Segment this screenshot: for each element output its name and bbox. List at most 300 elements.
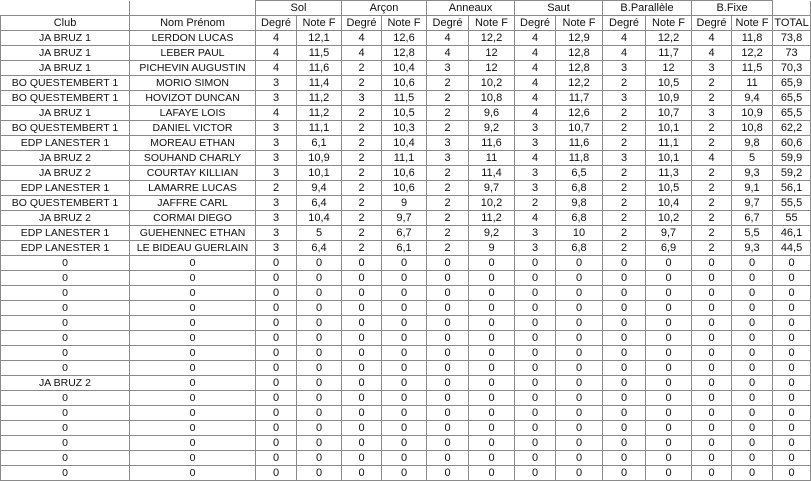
degree-cell-arcon: 0 (342, 406, 382, 421)
table-row (1, 301, 811, 316)
note-cell-barre-fixe: 0 (732, 331, 773, 346)
club-cell: JA BRUZ 1 (1, 46, 130, 61)
note-cell-barre-fixe: 0 (732, 316, 773, 331)
note-cell-sol: 10,1 (297, 166, 342, 181)
degree-cell-sol: 3 (256, 151, 297, 166)
name-cell: LAFAYE LOIS (130, 106, 256, 121)
note-cell-saut: 0 (556, 346, 603, 361)
degree-cell-barre-fixe: 0 (692, 361, 732, 376)
note-cell-barres-paralleles: 0 (646, 406, 692, 421)
degree-cell-saut: 0 (515, 256, 556, 271)
note-cell-anneaux: 10,2 (469, 196, 515, 211)
total-cell: 0 (773, 331, 811, 346)
degree-cell-barre-fixe: 4 (692, 151, 732, 166)
note-cell-arcon: 12,8 (382, 46, 427, 61)
table-row (1, 76, 811, 91)
degree-cell-saut: 4 (515, 211, 556, 226)
name-cell: 0 (130, 301, 256, 316)
degree-cell-arcon: 0 (342, 376, 382, 391)
degree-cell-barre-fixe: 0 (692, 316, 732, 331)
degree-cell-anneaux: 2 (427, 196, 469, 211)
note-cell-sol: 0 (297, 286, 342, 301)
note-cell-sol: 11,2 (297, 106, 342, 121)
degree-cell-arcon: 2 (342, 181, 382, 196)
note-cell-arcon: 10,4 (382, 61, 427, 76)
note-cell-anneaux: 11 (469, 151, 515, 166)
table-row (1, 46, 811, 61)
note-cell-anneaux: 0 (469, 301, 515, 316)
degree-cell-barres-paralleles: 0 (603, 451, 646, 466)
name-cell: 0 (130, 451, 256, 466)
degree-cell-sol: 0 (256, 286, 297, 301)
note-cell-barre-fixe: 0 (732, 361, 773, 376)
table-row (1, 121, 811, 136)
note-cell-barres-paralleles: 6,9 (646, 241, 692, 256)
degree-cell-barre-fixe: 2 (692, 226, 732, 241)
note-header: Note F (732, 16, 773, 31)
name-cell: DANIEL VICTOR (130, 121, 256, 136)
degree-cell-saut: 0 (515, 406, 556, 421)
total-cell: 0 (773, 346, 811, 361)
degree-cell-barres-paralleles: 0 (603, 346, 646, 361)
degree-cell-barre-fixe: 0 (692, 436, 732, 451)
total-cell: 70,3 (773, 61, 811, 76)
table-row (1, 151, 811, 166)
note-cell-barres-paralleles: 10,5 (646, 76, 692, 91)
degree-cell-sol: 3 (256, 241, 297, 256)
table-row (1, 136, 811, 151)
note-cell-sol: 6,4 (297, 241, 342, 256)
note-cell-barre-fixe: 0 (732, 301, 773, 316)
note-cell-barre-fixe: 10,9 (732, 106, 773, 121)
degree-cell-anneaux: 4 (427, 31, 469, 46)
degree-cell-arcon: 0 (342, 361, 382, 376)
note-cell-barres-paralleles: 12 (646, 61, 692, 76)
degree-cell-barre-fixe: 4 (692, 46, 732, 61)
table-row (1, 436, 811, 451)
degree-cell-barres-paralleles: 2 (603, 76, 646, 91)
note-cell-barre-fixe: 9,8 (732, 136, 773, 151)
degree-cell-saut: 0 (515, 271, 556, 286)
name-cell: CORMAI DIEGO (130, 211, 256, 226)
note-cell-anneaux: 0 (469, 436, 515, 451)
degree-cell-barre-fixe: 2 (692, 136, 732, 151)
degree-cell-barre-fixe: 0 (692, 346, 732, 361)
total-cell: 0 (773, 361, 811, 376)
degree-cell-arcon: 0 (342, 391, 382, 406)
club-cell: 0 (1, 331, 130, 346)
degree-cell-sol: 3 (256, 226, 297, 241)
club-cell: JA BRUZ 2 (1, 151, 130, 166)
total-cell: 65,5 (773, 91, 811, 106)
name-cell: 0 (130, 391, 256, 406)
note-cell-arcon: 12,6 (382, 31, 427, 46)
total-cell: 59,9 (773, 151, 811, 166)
note-cell-saut: 0 (556, 271, 603, 286)
degree-cell-anneaux: 3 (427, 61, 469, 76)
note-cell-anneaux: 10,8 (469, 91, 515, 106)
name-cell: 0 (130, 421, 256, 436)
name-cell: 0 (130, 271, 256, 286)
degree-cell-barre-fixe: 0 (692, 286, 732, 301)
note-cell-barres-paralleles: 11,1 (646, 136, 692, 151)
note-cell-barres-paralleles: 12,2 (646, 31, 692, 46)
degree-header: Degré (256, 16, 297, 31)
degree-cell-arcon: 0 (342, 271, 382, 286)
note-cell-anneaux: 0 (469, 361, 515, 376)
note-cell-anneaux: 0 (469, 331, 515, 346)
total-cell: 44,5 (773, 241, 811, 256)
degree-cell-arcon: 2 (342, 211, 382, 226)
total-cell: 56,1 (773, 181, 811, 196)
degree-cell-sol: 2 (256, 181, 297, 196)
name-cell: 0 (130, 316, 256, 331)
note-cell-arcon: 10,3 (382, 121, 427, 136)
note-cell-anneaux: 0 (469, 286, 515, 301)
note-cell-arcon: 6,7 (382, 226, 427, 241)
degree-cell-barre-fixe: 0 (692, 376, 732, 391)
degree-cell-arcon: 2 (342, 76, 382, 91)
degree-cell-arcon: 2 (342, 61, 382, 76)
degree-cell-anneaux: 0 (427, 301, 469, 316)
name-cell: 0 (130, 376, 256, 391)
note-header: Note F (382, 16, 427, 31)
club-cell: 0 (1, 271, 130, 286)
table-row (1, 451, 811, 466)
degree-cell-anneaux: 0 (427, 376, 469, 391)
note-cell-barres-paralleles: 0 (646, 331, 692, 346)
note-cell-barres-paralleles: 0 (646, 346, 692, 361)
degree-cell-barre-fixe: 3 (692, 61, 732, 76)
note-cell-sol: 9,4 (297, 181, 342, 196)
degree-cell-saut: 4 (515, 31, 556, 46)
note-cell-arcon: 10,5 (382, 106, 427, 121)
club-cell: EDP LANESTER 1 (1, 226, 130, 241)
table-row (1, 331, 811, 346)
total-cell: 55,5 (773, 196, 811, 211)
degree-cell-barres-paralleles: 2 (603, 241, 646, 256)
note-cell-barre-fixe: 12,2 (732, 46, 773, 61)
note-cell-anneaux: 12 (469, 61, 515, 76)
degree-cell-barre-fixe: 0 (692, 331, 732, 346)
total-header: TOTAL (774, 16, 809, 29)
note-cell-barres-paralleles: 0 (646, 391, 692, 406)
note-cell-barre-fixe: 6,7 (732, 211, 773, 226)
degree-cell-arcon: 2 (342, 241, 382, 256)
note-cell-arcon: 0 (382, 451, 427, 466)
note-cell-anneaux: 12,2 (469, 31, 515, 46)
degree-cell-sol: 0 (256, 436, 297, 451)
degree-cell-arcon: 0 (342, 451, 382, 466)
note-cell-barre-fixe: 0 (732, 421, 773, 436)
degree-cell-anneaux: 0 (427, 316, 469, 331)
club-cell: EDP LANESTER 1 (1, 136, 130, 151)
total-cell: 59,2 (773, 166, 811, 181)
degree-cell-saut: 4 (515, 91, 556, 106)
note-cell-saut: 0 (556, 436, 603, 451)
apparatus-header-anneaux: Anneaux (427, 1, 515, 16)
note-cell-barre-fixe: 0 (732, 391, 773, 406)
degree-cell-barres-paralleles: 2 (603, 106, 646, 121)
table-row (1, 31, 811, 46)
degree-cell-saut: 3 (515, 241, 556, 256)
degree-cell-barres-paralleles: 0 (603, 436, 646, 451)
degree-cell-saut: 3 (515, 226, 556, 241)
note-cell-sol: 0 (297, 256, 342, 271)
degree-cell-sol: 3 (256, 196, 297, 211)
total-cell: 0 (773, 286, 811, 301)
degree-cell-arcon: 2 (342, 151, 382, 166)
degree-cell-saut: 3 (515, 136, 556, 151)
note-cell-arcon: 0 (382, 436, 427, 451)
degree-cell-arcon: 0 (342, 256, 382, 271)
degree-cell-barres-paralleles: 0 (603, 376, 646, 391)
note-cell-barre-fixe: 10,8 (732, 121, 773, 136)
note-cell-saut: 0 (556, 316, 603, 331)
note-cell-arcon: 0 (382, 271, 427, 286)
note-cell-anneaux: 9,6 (469, 106, 515, 121)
degree-cell-arcon: 0 (342, 316, 382, 331)
note-cell-anneaux: 0 (469, 391, 515, 406)
note-cell-anneaux: 0 (469, 316, 515, 331)
note-cell-barre-fixe: 0 (732, 346, 773, 361)
note-header: Note F (469, 16, 515, 31)
degree-cell-sol: 0 (256, 376, 297, 391)
club-cell: BO QUESTEMBERT 1 (1, 76, 130, 91)
note-cell-arcon: 0 (382, 406, 427, 421)
degree-cell-anneaux: 2 (427, 211, 469, 226)
note-cell-arcon: 0 (382, 256, 427, 271)
apparatus-header-barre-fixe: B.Fixe (692, 1, 773, 16)
note-cell-barre-fixe: 0 (732, 451, 773, 466)
degree-cell-barre-fixe: 0 (692, 391, 732, 406)
blank-header-cell (130, 1, 256, 16)
note-cell-arcon: 11,5 (382, 91, 427, 106)
table-row (1, 376, 811, 391)
club-cell: JA BRUZ 1 (1, 106, 130, 121)
note-cell-saut: 6,8 (556, 181, 603, 196)
degree-cell-sol: 4 (256, 106, 297, 121)
note-cell-saut: 10,7 (556, 121, 603, 136)
apparatus-header-sol: Sol (256, 1, 342, 16)
degree-cell-barres-paralleles: 0 (603, 316, 646, 331)
degree-cell-barres-paralleles: 2 (603, 121, 646, 136)
table-row (1, 226, 811, 241)
table-row (1, 361, 811, 376)
table-row (1, 196, 811, 211)
degree-cell-barre-fixe: 2 (692, 121, 732, 136)
table-row (1, 421, 811, 436)
degree-cell-anneaux: 0 (427, 271, 469, 286)
degree-cell-arcon: 4 (342, 31, 382, 46)
club-cell: 0 (1, 361, 130, 376)
note-cell-sol: 0 (297, 466, 342, 481)
degree-cell-anneaux: 0 (427, 331, 469, 346)
club-cell: BO QUESTEMBERT 1 (1, 91, 130, 106)
note-cell-anneaux: 0 (469, 256, 515, 271)
degree-cell-sol: 4 (256, 31, 297, 46)
note-cell-barre-fixe: 0 (732, 376, 773, 391)
name-cell: LEBER PAUL (130, 46, 256, 61)
note-cell-barres-paralleles: 10,5 (646, 181, 692, 196)
degree-cell-arcon: 0 (342, 286, 382, 301)
note-cell-saut: 12,2 (556, 76, 603, 91)
degree-cell-arcon: 2 (342, 226, 382, 241)
note-cell-barres-paralleles: 11,7 (646, 46, 692, 61)
degree-cell-barre-fixe: 0 (692, 271, 732, 286)
name-cell: COURTAY KILLIAN (130, 166, 256, 181)
degree-cell-anneaux: 2 (427, 121, 469, 136)
note-cell-saut: 9,8 (556, 196, 603, 211)
note-cell-arcon: 11,1 (382, 151, 427, 166)
degree-cell-barres-paralleles: 0 (603, 466, 646, 481)
degree-cell-barres-paralleles: 3 (603, 61, 646, 76)
note-cell-sol: 0 (297, 421, 342, 436)
name-cell: 0 (130, 256, 256, 271)
total-cell: 65,5 (773, 106, 811, 121)
note-cell-saut: 0 (556, 301, 603, 316)
total-cell: 0 (773, 421, 811, 436)
degree-cell-arcon: 0 (342, 301, 382, 316)
table-row (1, 241, 811, 256)
degree-cell-arcon: 0 (342, 331, 382, 346)
degree-cell-barre-fixe: 2 (692, 91, 732, 106)
note-cell-anneaux: 0 (469, 346, 515, 361)
note-cell-anneaux: 9,2 (469, 226, 515, 241)
total-cell: 0 (773, 451, 811, 466)
name-cell: GUEHENNEC ETHAN (130, 226, 256, 241)
results-body (1, 31, 811, 481)
total-cell: 0 (773, 436, 811, 451)
note-cell-arcon: 10,6 (382, 181, 427, 196)
note-cell-anneaux: 0 (469, 271, 515, 286)
degree-cell-sol: 0 (256, 406, 297, 421)
club-cell: 0 (1, 451, 130, 466)
table-row (1, 61, 811, 76)
note-cell-anneaux: 11,6 (469, 136, 515, 151)
degree-cell-arcon: 4 (342, 46, 382, 61)
name-cell: 0 (130, 286, 256, 301)
degree-cell-barres-paralleles: 2 (603, 196, 646, 211)
degree-cell-sol: 0 (256, 316, 297, 331)
degree-cell-saut: 0 (515, 361, 556, 376)
degree-cell-barres-paralleles: 3 (603, 91, 646, 106)
table-row (1, 211, 811, 226)
note-cell-saut: 6,8 (556, 211, 603, 226)
degree-cell-saut: 0 (515, 331, 556, 346)
name-cell: 0 (130, 331, 256, 346)
apparatus-header-barres-paralleles: B.Parallèle (603, 1, 692, 16)
degree-cell-anneaux: 2 (427, 181, 469, 196)
note-cell-barres-paralleles: 10,4 (646, 196, 692, 211)
total-cell: 46,1 (773, 226, 811, 241)
degree-header: Degré (427, 16, 469, 31)
degree-cell-barre-fixe: 0 (692, 451, 732, 466)
table-row (1, 181, 811, 196)
degree-cell-anneaux: 0 (427, 421, 469, 436)
table-row (1, 346, 811, 361)
degree-cell-anneaux: 0 (427, 391, 469, 406)
name-cell: HOVIZOT DUNCAN (130, 91, 256, 106)
total-cell: 55 (773, 211, 811, 226)
degree-cell-saut: 4 (515, 61, 556, 76)
note-cell-saut: 12,8 (556, 46, 603, 61)
degree-cell-anneaux: 0 (427, 466, 469, 481)
degree-cell-arcon: 0 (342, 466, 382, 481)
degree-header: Degré (342, 16, 382, 31)
note-cell-anneaux: 11,2 (469, 211, 515, 226)
degree-cell-saut: 0 (515, 451, 556, 466)
note-cell-sol: 11,4 (297, 76, 342, 91)
degree-cell-saut: 4 (515, 106, 556, 121)
name-cell: LERDON LUCAS (130, 31, 256, 46)
note-cell-barres-paralleles: 10,2 (646, 211, 692, 226)
degree-cell-anneaux: 2 (427, 241, 469, 256)
note-cell-saut: 0 (556, 361, 603, 376)
total-cell: 0 (773, 271, 811, 286)
note-cell-saut: 12,6 (556, 106, 603, 121)
apparatus-header-saut: Saut (515, 1, 603, 16)
note-cell-arcon: 6,1 (382, 241, 427, 256)
note-cell-sol: 10,9 (297, 151, 342, 166)
total-cell: 0 (773, 406, 811, 421)
degree-cell-barres-paralleles: 3 (603, 151, 646, 166)
note-cell-anneaux: 0 (469, 451, 515, 466)
degree-cell-anneaux: 0 (427, 256, 469, 271)
note-cell-sol: 10,4 (297, 211, 342, 226)
table-row (1, 316, 811, 331)
degree-cell-anneaux: 0 (427, 286, 469, 301)
note-cell-barres-paralleles: 11,3 (646, 166, 692, 181)
degree-cell-barre-fixe: 0 (692, 406, 732, 421)
degree-cell-anneaux: 4 (427, 46, 469, 61)
degree-cell-sol: 0 (256, 331, 297, 346)
degree-cell-barres-paralleles: 0 (603, 391, 646, 406)
degree-cell-barre-fixe: 3 (692, 106, 732, 121)
note-cell-sol: 0 (297, 331, 342, 346)
name-cell: JAFFRE CARL (130, 196, 256, 211)
note-cell-sol: 0 (297, 361, 342, 376)
note-cell-barres-paralleles: 0 (646, 421, 692, 436)
club-cell: 0 (1, 301, 130, 316)
club-cell: JA BRUZ 2 (1, 166, 130, 181)
note-cell-sol: 0 (297, 316, 342, 331)
note-cell-barres-paralleles: 0 (646, 466, 692, 481)
note-cell-saut: 6,5 (556, 166, 603, 181)
degree-cell-arcon: 0 (342, 436, 382, 451)
note-cell-sol: 0 (297, 391, 342, 406)
column-header-row (1, 16, 811, 31)
note-cell-anneaux: 0 (469, 466, 515, 481)
degree-cell-sol: 0 (256, 466, 297, 481)
note-cell-saut: 0 (556, 376, 603, 391)
degree-header: Degré (603, 16, 646, 31)
name-cell: 0 (130, 466, 256, 481)
note-cell-sol: 12,1 (297, 31, 342, 46)
name-cell: SOUHAND CHARLY (130, 151, 256, 166)
club-cell: 0 (1, 316, 130, 331)
degree-cell-sol: 0 (256, 421, 297, 436)
table-row (1, 106, 811, 121)
degree-cell-anneaux: 3 (427, 151, 469, 166)
note-cell-arcon: 0 (382, 346, 427, 361)
note-cell-barre-fixe: 9,7 (732, 196, 773, 211)
note-cell-barres-paralleles: 0 (646, 376, 692, 391)
note-cell-barres-paralleles: 0 (646, 256, 692, 271)
note-cell-barre-fixe: 11,5 (732, 61, 773, 76)
degree-cell-barres-paralleles: 0 (603, 271, 646, 286)
degree-cell-saut: 0 (515, 346, 556, 361)
